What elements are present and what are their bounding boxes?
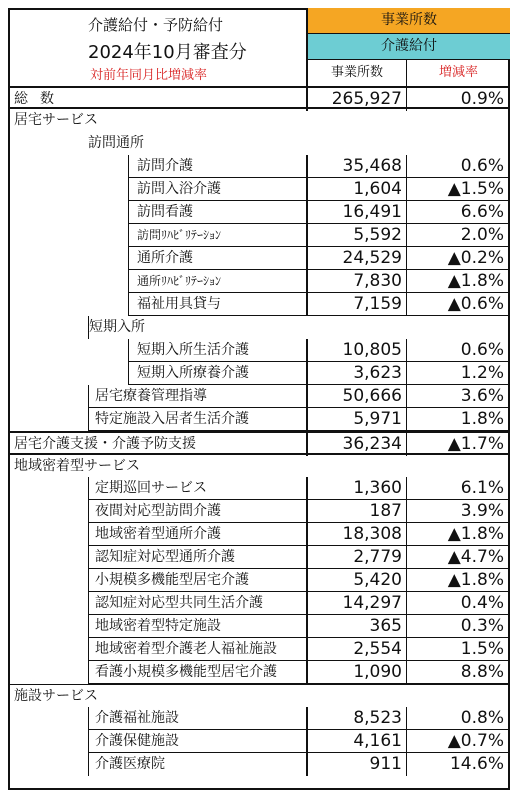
table-row	[8, 293, 510, 316]
row-count: 18,308	[306, 523, 406, 546]
row-rate: 0.4%	[406, 592, 510, 615]
row-rate: ▲1.8%	[406, 569, 510, 592]
group-label: 訪問通所	[88, 135, 144, 151]
row-label: 居宅介護支援・介護予防支援	[14, 436, 196, 452]
row-count: 14,297	[306, 592, 406, 615]
row-rate: 8.8%	[406, 661, 510, 684]
row-label: 訪問看護	[128, 201, 306, 224]
row-label: 居宅療養管理指導	[88, 385, 306, 408]
row-rate: ▲0.2%	[406, 247, 510, 270]
row-rate: 1.8%	[406, 408, 510, 431]
row-count: 911	[306, 753, 406, 776]
section-heading-home-services	[8, 109, 510, 132]
column-header-rate: 増減率	[406, 60, 510, 86]
row-label: 訪問介護	[128, 155, 306, 178]
row-rate: 0.3%	[406, 615, 510, 638]
row-rate: ▲0.7%	[406, 730, 510, 753]
column-header-count: 事業所数	[306, 60, 406, 86]
table-row	[8, 201, 510, 224]
table-row	[8, 638, 510, 661]
row-count: 7,830	[306, 270, 406, 293]
row-label: 認知症対応型通所介護	[88, 546, 306, 569]
row-count: 16,491	[306, 201, 406, 224]
row-count: 365	[306, 615, 406, 638]
row-rate: 2.0%	[406, 224, 510, 247]
row-label: 定期巡回サービス	[88, 477, 306, 500]
row-rate: 0.9%	[406, 88, 510, 111]
table-row	[8, 730, 510, 753]
header-note: 対前年同月比増減率	[90, 68, 208, 83]
row-label: 看護小規模多機能型居宅介護	[88, 661, 306, 684]
table-row	[8, 178, 510, 201]
row-count: 1,604	[306, 178, 406, 201]
table-row	[8, 477, 510, 500]
row-count: 8,523	[306, 707, 406, 730]
row-rate: 0.6%	[406, 339, 510, 362]
table-row	[8, 615, 510, 638]
row-rate: 3.9%	[406, 500, 510, 523]
group-heading-visit-daycare	[8, 132, 510, 155]
table-row	[8, 523, 510, 546]
row-label: 短期入所生活介護	[128, 339, 306, 362]
row-label: 認知症対応型共同生活介護	[88, 592, 306, 615]
row-label: 福祉用具貸与	[128, 293, 306, 316]
row-count: 2,554	[306, 638, 406, 661]
section-heading-community	[8, 454, 510, 477]
row-count: 3,623	[306, 362, 406, 385]
row-label: 介護福祉施設	[88, 707, 306, 730]
section-heading-facility	[8, 684, 510, 707]
row-rate: 6.6%	[406, 201, 510, 224]
header-office-count-label: 事業所数	[306, 8, 510, 34]
row-rate: 1.5%	[406, 638, 510, 661]
row-count: 24,529	[306, 247, 406, 270]
table-row	[8, 546, 510, 569]
row-rate: ▲1.7%	[406, 433, 510, 456]
row-rate: ▲1.8%	[406, 523, 510, 546]
row-count: 187	[306, 500, 406, 523]
table-row	[8, 362, 510, 385]
section-label: 地域密着型サービス	[14, 458, 140, 474]
row-label: 地域密着型特定施設	[88, 615, 306, 638]
row-count: 50,666	[306, 385, 406, 408]
table-row	[8, 270, 510, 293]
header-title-benefits: 介護給付・予防給付	[88, 16, 224, 34]
header-care-benefit-label: 介護給付	[306, 34, 510, 60]
table-row	[8, 385, 510, 408]
row-rate: 6.1%	[406, 477, 510, 500]
table-row	[8, 500, 510, 523]
row-rate: 3.6%	[406, 385, 510, 408]
row-rate: 1.2%	[406, 362, 510, 385]
row-label: 夜間対応型訪問介護	[88, 500, 306, 523]
group-heading-short-stay	[88, 316, 306, 339]
row-rate: 0.8%	[406, 707, 510, 730]
table-row	[8, 224, 510, 247]
table-row	[8, 569, 510, 592]
row-label: 介護医療院	[88, 753, 306, 776]
table-header	[8, 8, 510, 86]
row-rate: ▲1.8%	[406, 270, 510, 293]
section-label: 居宅サービス	[14, 112, 98, 128]
row-label: 地域密着型介護老人福祉施設	[88, 638, 306, 661]
table-row	[8, 592, 510, 615]
row-label: 通所ﾘﾊﾋﾞﾘﾃｰｼｮﾝ	[128, 270, 306, 293]
section-label: 施設サービス	[14, 688, 98, 704]
row-count: 10,805	[306, 339, 406, 362]
row-count: 5,592	[306, 224, 406, 247]
row-count: 4,161	[306, 730, 406, 753]
row-label: 短期入所療養介護	[128, 362, 306, 385]
row-label: 介護保健施設	[88, 730, 306, 753]
header-title-period: 2024年10月審査分	[88, 42, 247, 63]
row-label: 特定施設入居者生活介護	[88, 408, 306, 431]
table-row	[8, 247, 510, 270]
table-row	[8, 155, 510, 178]
row-label: 総数	[14, 91, 66, 107]
row-count: 5,420	[306, 569, 406, 592]
row-count: 35,468	[306, 155, 406, 178]
row-label: 訪問入浴介護	[128, 178, 306, 201]
table-row	[8, 339, 510, 362]
row-count: 265,927	[306, 88, 406, 111]
table-row	[8, 753, 510, 776]
table-row	[8, 661, 510, 684]
table-body	[8, 86, 510, 776]
row-count: 1,090	[306, 661, 406, 684]
table-row	[8, 408, 510, 431]
row-count: 5,971	[306, 408, 406, 431]
table-row-total	[8, 86, 510, 109]
row-label: 訪問ﾘﾊﾋﾞﾘﾃｰｼｮﾝ	[128, 224, 306, 247]
row-count: 2,779	[306, 546, 406, 569]
row-rate: ▲4.7%	[406, 546, 510, 569]
table-row-care-support	[8, 431, 510, 454]
row-rate: 14.6%	[406, 753, 510, 776]
row-rate: ▲1.5%	[406, 178, 510, 201]
table-row	[8, 707, 510, 730]
row-rate: ▲0.6%	[406, 293, 510, 316]
row-label: 地域密着型通所介護	[88, 523, 306, 546]
row-count: 7,159	[306, 293, 406, 316]
group-label: 短期入所	[89, 319, 145, 335]
row-count: 36,234	[306, 433, 406, 456]
row-rate: 0.6%	[406, 155, 510, 178]
row-count: 1,360	[306, 477, 406, 500]
row-label: 通所介護	[128, 247, 306, 270]
row-label: 小規模多機能型居宅介護	[88, 569, 306, 592]
